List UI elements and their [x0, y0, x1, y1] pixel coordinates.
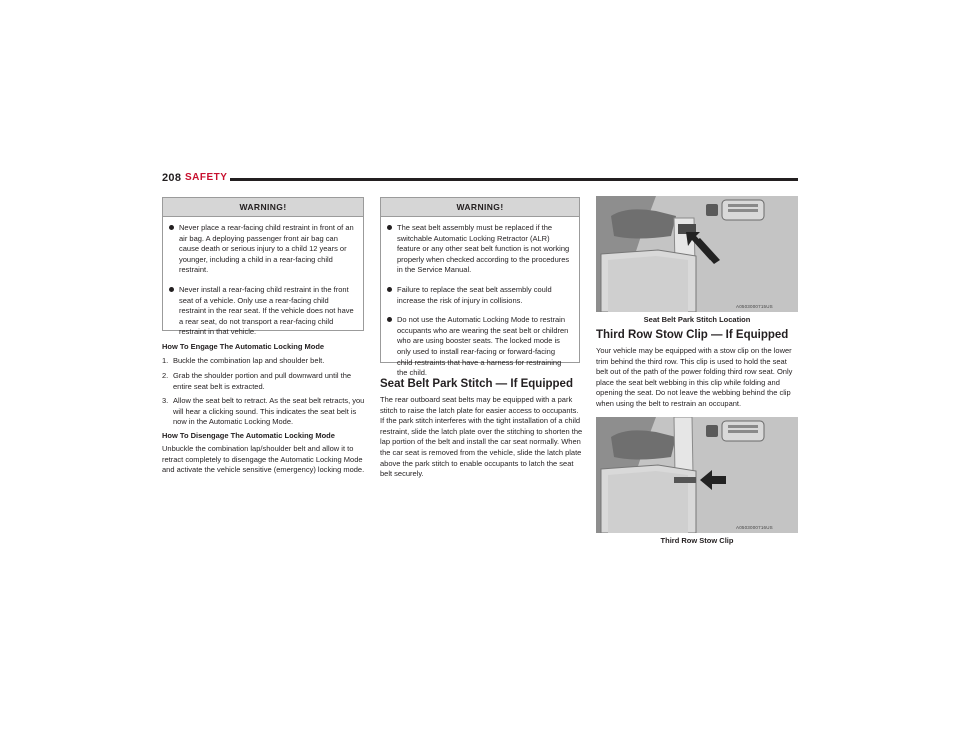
disengage-subheading: How To Disengage The Automatic Locking Mode: [162, 431, 335, 440]
warning-box-1: [162, 197, 364, 337]
page-header: [162, 172, 798, 188]
page-number: 208: [162, 172, 182, 184]
warning-item: The seat belt assembly must be replaced if the switchable Automatic Locking Retractor (ALR) feature or any other seat belt function is not working properly when checked according to the procedures in the Service Manual.: [387, 223, 571, 276]
figure-caption: Seat Belt Park Stitch Location: [643, 315, 751, 324]
bullet-icon: [169, 225, 174, 230]
stow-clip-heading: Third Row Stow Clip — If Equipped: [596, 329, 789, 341]
figure-code: A0503000716US: [736, 525, 773, 530]
figure-code: A0503000715US: [736, 304, 773, 309]
step-2: 2. Grab the shoulder portion and pull downward until the entire seat belt is extracted.: [162, 371, 352, 391]
park-stitch-heading: Seat Belt Park Stitch — If Equipped: [380, 378, 573, 390]
engage-subheading: How To Engage The Automatic Locking Mode: [162, 342, 325, 351]
step-3: 3. Allow the seat belt to retract. As the seat belt retracts, you will hear a clicking sound. This indicates the seat belt is now in the Automatic Locking Mode.: [162, 396, 365, 427]
step-1: 1. Buckle the combination lap and shoulder belt.: [162, 356, 325, 365]
park-stitch-paragraph: The rear outboard seat belts may be equipped with a park stitch to raise the latch plate for easier access to occupants. If the park stitch interferes with the tight installation of a child restraint, slide the latch plate over the stitching to shorten the lap portion of the belt and install the car seat normally. When the car seat is removed from the vehicle, slide the latch plate above the park stitch to enable occupants to latch the seat belt securely.: [380, 395, 583, 479]
stow-clip-paragraph: Your vehicle may be equipped with a stow clip on the lower trim behind the third row. This clip is used to hold the seat belt out of the path of the power folding third row seat. Only place the seat belt webbing in this clip while folding and opening the seat. Do not leave the webbing behind the clip when using the belt to restrain an occupant.: [596, 346, 793, 408]
park-stitch-illustration: [596, 196, 798, 312]
warning-item: Never place a rear-facing child restraint in front of an air bag. A deploying passenger front air bag can cause death or serious injury to a child 12 years or younger, including a child in a rear-facing child restraint.: [169, 223, 355, 276]
warning-title: WARNING!: [163, 198, 363, 217]
warning-box-2: [380, 197, 580, 378]
warning-item: Do not use the Automatic Locking Mode to restrain occupants who are wearing the seat belt or children who are using booster seats. The locked mode is only used to install rear-facing or forward-facing child restraints that have a harness for restraining the child.: [387, 315, 571, 379]
disengage-paragraph: Unbuckle the combination lap/shoulder belt and allow it to retract completely to disengage the Automatic Locking Mode and activate the vehicle sensitive (emergency) locking mode.: [162, 444, 365, 475]
stow-clip-figure: [596, 417, 798, 533]
stow-clip-illustration: [596, 417, 798, 533]
figure-caption: Third Row Stow Clip: [660, 536, 734, 545]
bullet-icon: [169, 287, 174, 292]
section-title: SAFETY: [185, 172, 228, 183]
bullet-icon: [387, 287, 392, 292]
warning-item: Never install a rear-facing child restraint in the front seat of a vehicle. Only use a rear-facing child restraint in the rear seat. If the vehicle does not have a rear seat, do not transport a rear-facing child restraint in that vehicle.: [169, 285, 355, 338]
warning-item: Failure to replace the seat belt assembly could increase the risk of injury in collisions.: [387, 285, 571, 306]
warning-title: WARNING!: [381, 198, 579, 217]
bullet-icon: [387, 317, 392, 322]
header-rule: [230, 178, 798, 181]
bullet-icon: [387, 225, 392, 230]
park-stitch-figure: [596, 196, 798, 312]
